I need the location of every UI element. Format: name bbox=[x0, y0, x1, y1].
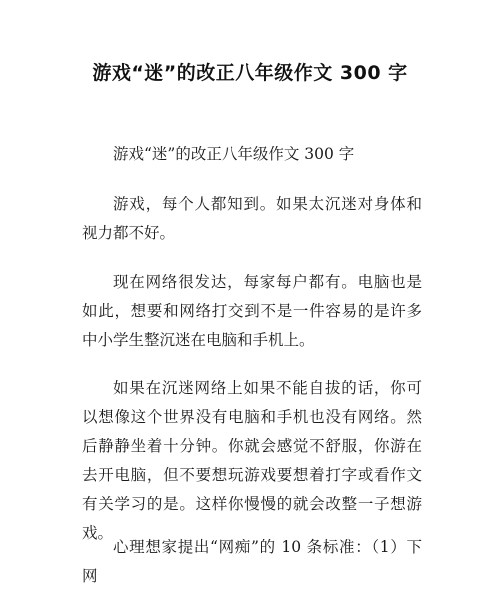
paragraph-intro bbox=[82, 190, 422, 248]
paragraph: 现在网络很发达，每家每户都有。电脑也是如此，想要和网络打交到不是一件容易的是许多中小学生整沉迷在电脑和手机上。 bbox=[82, 273, 422, 349]
paragraph-network bbox=[82, 268, 422, 355]
paragraph: 游戏“迷”的改正八年级作文 300 字 bbox=[113, 145, 355, 163]
paragraph: 心理想家提出“网痴”的 10 条标准：（1）下网 bbox=[82, 538, 422, 585]
paragraph-standards bbox=[82, 533, 422, 591]
paragraph: 游戏，每个人都知到。如果太沉迷对身体和视力都不好。 bbox=[82, 195, 422, 242]
document-title: 游戏“迷”的改正八年级作文 300 字 bbox=[92, 62, 408, 84]
paragraph: 如果在沉迷网络上如果不能自拔的话，你可以想像这个世界没有电脑和手机也没有网络。然后静静坐着十分钟。你就会感觉不舒服，你游在去开电脑，但不要想玩游戏要想着打字或看作文有关学习的是。这样你慢慢的就会改整一子想游戏。 bbox=[82, 379, 422, 542]
paragraph-subtitle bbox=[82, 140, 422, 169]
paragraph-advice bbox=[82, 374, 422, 548]
